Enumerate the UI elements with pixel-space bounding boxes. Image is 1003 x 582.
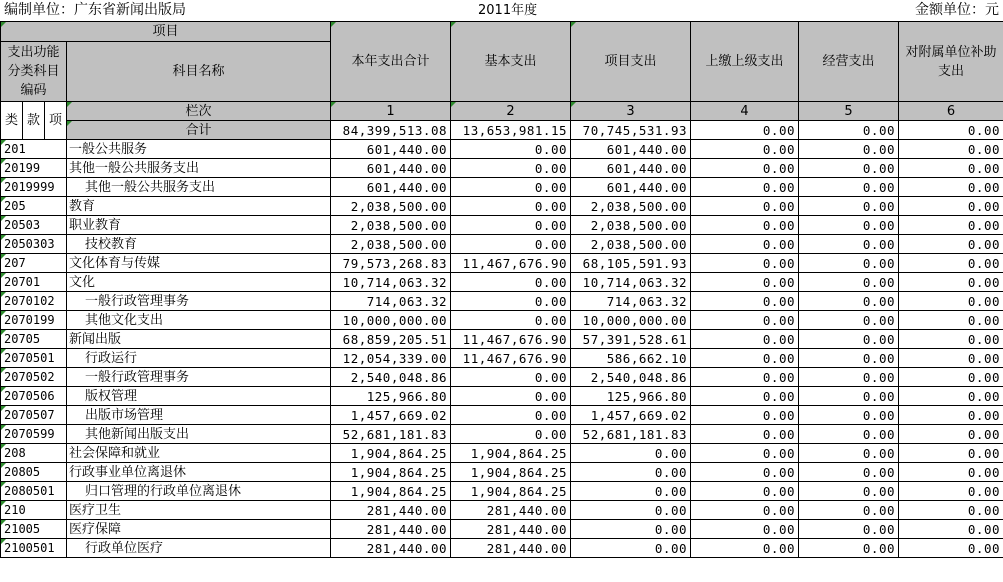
cell-value-col6[interactable]: 0.00	[899, 444, 1003, 463]
cell-value-col1[interactable]: 10,714,063.32	[331, 273, 451, 292]
cell-value-col4[interactable]: 0.00	[691, 463, 799, 482]
cell-value-col1[interactable]: 84,399,513.08	[331, 121, 451, 140]
cell-value-col6[interactable]: 0.00	[899, 330, 1003, 349]
cell-value-col3[interactable]: 601,440.00	[571, 178, 691, 197]
cell-value-col1[interactable]: 2,038,500.00	[331, 216, 451, 235]
cell-code[interactable]: 207	[1, 254, 67, 273]
report-header-row	[0, 0, 1003, 22]
cell-value-col2[interactable]: 1,904,864.25	[451, 444, 571, 463]
cell-value-col3[interactable]: 10,000,000.00	[571, 311, 691, 330]
cell-value-col3[interactable]: 0.00	[571, 501, 691, 520]
cell-value-col4[interactable]: 0.00	[691, 368, 799, 387]
cell-value-col3[interactable]: 714,063.32	[571, 292, 691, 311]
cell-value-col3[interactable]: 0.00	[571, 444, 691, 463]
header-subsidy[interactable]: 对附属单位补助支出	[899, 22, 1003, 102]
cell-value-col2[interactable]: 0.00	[451, 216, 571, 235]
cell-value-col6[interactable]: 0.00	[899, 520, 1003, 539]
cell-value-col3[interactable]: 2,038,500.00	[571, 235, 691, 254]
cell-value-col5[interactable]: 0.00	[799, 292, 899, 311]
cell-name[interactable]: 职业教育	[67, 216, 331, 235]
cell-code[interactable]: 2080501	[1, 482, 67, 501]
cell-code[interactable]: 208	[1, 444, 67, 463]
cell-value-col3[interactable]: 2,540,048.86	[571, 368, 691, 387]
org-label: 编制单位：广东省新闻出版局	[4, 2, 186, 18]
cell-value-col5[interactable]: 0.00	[799, 311, 899, 330]
table-row	[1, 406, 1003, 425]
cell-value-col1[interactable]: 12,054,339.00	[331, 349, 451, 368]
cell-value-col6[interactable]: 0.00	[899, 159, 1003, 178]
cell-value-col5[interactable]: 0.00	[799, 482, 899, 501]
cell-value-col1[interactable]: 281,440.00	[331, 539, 451, 558]
cell-name[interactable]: 其他一般公共服务支出	[67, 159, 331, 178]
table-row	[1, 254, 1003, 273]
cell-value-col4[interactable]: 0.00	[691, 159, 799, 178]
cell-value-col4[interactable]: 0.00	[691, 444, 799, 463]
cell-value-col2[interactable]: 1,904,864.25	[451, 482, 571, 501]
cell-name[interactable]: 医疗卫生	[67, 501, 331, 520]
table-row	[1, 482, 1003, 501]
cell-value-col4[interactable]: 0.00	[691, 406, 799, 425]
cell-value-col3[interactable]: 586,662.10	[571, 349, 691, 368]
cell-value-col3[interactable]: 1,457,669.02	[571, 406, 691, 425]
cell-value-col4[interactable]: 0.00	[691, 330, 799, 349]
col-index-5[interactable]: 5	[799, 102, 899, 121]
expenditure-table	[0, 21, 1003, 558]
cell-name[interactable]: 归口管理的行政单位离退休	[67, 482, 331, 501]
col-index-1[interactable]: 1	[331, 102, 451, 121]
cell-name[interactable]: 一般行政管理事务	[67, 292, 331, 311]
cell-value-col5[interactable]: 0.00	[799, 254, 899, 273]
cell-value-col5[interactable]: 0.00	[799, 330, 899, 349]
cell-value-col5[interactable]: 0.00	[799, 273, 899, 292]
cell-value-col4[interactable]: 0.00	[691, 216, 799, 235]
cell-value-col6[interactable]: 0.00	[899, 273, 1003, 292]
cell-value-col2[interactable]: 0.00	[451, 425, 571, 444]
cell-value-col1[interactable]: 2,540,048.86	[331, 368, 451, 387]
cell-value-col3[interactable]: 2,038,500.00	[571, 216, 691, 235]
cell-value-col1[interactable]: 281,440.00	[331, 501, 451, 520]
cell-value-col3[interactable]: 52,681,181.83	[571, 425, 691, 444]
cell-value-col5[interactable]: 0.00	[799, 140, 899, 159]
cell-value-col5[interactable]: 0.00	[799, 463, 899, 482]
cell-value-col4[interactable]: 0.00	[691, 273, 799, 292]
cell-value-col1[interactable]: 52,681,181.83	[331, 425, 451, 444]
cell-value-col5[interactable]: 0.00	[799, 539, 899, 558]
cell-name[interactable]: 行政运行	[67, 349, 331, 368]
cell-value-col4[interactable]: 0.00	[691, 482, 799, 501]
header-upper[interactable]: 上缴上级支出	[691, 22, 799, 102]
cell-value-col6[interactable]: 0.00	[899, 368, 1003, 387]
cell-value-col4[interactable]: 0.00	[691, 349, 799, 368]
table-row	[1, 425, 1003, 444]
cell-code[interactable]: 201	[1, 140, 67, 159]
cell-value-col2[interactable]: 0.00	[451, 387, 571, 406]
cell-value-col3[interactable]: 601,440.00	[571, 159, 691, 178]
cell-value-col1[interactable]: 1,457,669.02	[331, 406, 451, 425]
cell-name[interactable]: 医疗保障	[67, 520, 331, 539]
cell-value-col6[interactable]: 0.00	[899, 254, 1003, 273]
cell-name[interactable]: 行政事业单位离退休	[67, 463, 331, 482]
table-row	[1, 520, 1003, 539]
cell-value-col4[interactable]: 0.00	[691, 311, 799, 330]
cell-code[interactable]: 2050303	[1, 235, 67, 254]
cell-value-col5[interactable]: 0.00	[799, 216, 899, 235]
cell-value-col3[interactable]: 68,105,591.93	[571, 254, 691, 273]
cell-value-col6[interactable]: 0.00	[899, 463, 1003, 482]
table-row	[1, 349, 1003, 368]
table-row	[1, 216, 1003, 235]
cell-value-col2[interactable]: 0.00	[451, 235, 571, 254]
cell-code[interactable]: 2070507	[1, 406, 67, 425]
cell-value-col4[interactable]: 0.00	[691, 539, 799, 558]
cell-name[interactable]: 一般行政管理事务	[67, 368, 331, 387]
cell-value-col6[interactable]: 0.00	[899, 197, 1003, 216]
cell-name[interactable]: 文化	[67, 273, 331, 292]
cell-value-col3[interactable]: 601,440.00	[571, 140, 691, 159]
header-kuan[interactable]: 款	[23, 102, 45, 140]
cell-value-col1[interactable]: 2,038,500.00	[331, 197, 451, 216]
cell-value-col4[interactable]: 0.00	[691, 292, 799, 311]
cell-value-col5[interactable]: 0.00	[799, 368, 899, 387]
cell-value-col6[interactable]: 0.00	[899, 311, 1003, 330]
cell-name[interactable]: 一般公共服务	[67, 140, 331, 159]
cell-code[interactable]: 2070506	[1, 387, 67, 406]
cell-value-col3[interactable]: 0.00	[571, 482, 691, 501]
cell-name[interactable]: 出版市场管理	[67, 406, 331, 425]
table-row	[1, 197, 1003, 216]
table-row	[1, 501, 1003, 520]
cell-name[interactable]: 文化体育与传媒	[67, 254, 331, 273]
header-basic[interactable]: 基本支出	[451, 22, 571, 102]
table-row	[1, 330, 1003, 349]
cell-code[interactable]: 210	[1, 501, 67, 520]
cell-value-col6[interactable]: 0.00	[899, 292, 1003, 311]
total-row	[1, 121, 1003, 140]
cell-code[interactable]: 2100501	[1, 539, 67, 558]
cell-value-col5[interactable]: 0.00	[799, 235, 899, 254]
cell-code[interactable]: 21005	[1, 520, 67, 539]
header-project[interactable]: 项目支出	[571, 22, 691, 102]
cell-value-col3[interactable]: 10,714,063.32	[571, 273, 691, 292]
cell-value-col4[interactable]: 0.00	[691, 197, 799, 216]
cell-value-col2[interactable]: 11,467,676.90	[451, 349, 571, 368]
cell-value-col1[interactable]: 601,440.00	[331, 159, 451, 178]
cell-value-col1[interactable]: 281,440.00	[331, 520, 451, 539]
cell-value-col3[interactable]: 0.00	[571, 539, 691, 558]
cell-value-col3[interactable]: 0.00	[571, 463, 691, 482]
cell-code[interactable]: 2070502	[1, 368, 67, 387]
cell-name[interactable]: 行政单位医疗	[67, 539, 331, 558]
table-row	[1, 463, 1003, 482]
cell-value-col4[interactable]: 0.00	[691, 178, 799, 197]
cell-code[interactable]: 20701	[1, 273, 67, 292]
unit-label: 金额单位：元	[915, 2, 999, 18]
cell-value-col5[interactable]: 0.00	[799, 387, 899, 406]
table-row	[1, 539, 1003, 558]
cell-value-col5[interactable]: 0.00	[799, 121, 899, 140]
cell-code[interactable]: 20503	[1, 216, 67, 235]
table-row	[1, 292, 1003, 311]
cell-value-col2[interactable]: 0.00	[451, 406, 571, 425]
table-row	[1, 178, 1003, 197]
header-func-class[interactable]: 支出功能分类科目编码	[1, 42, 67, 102]
cell-value-col6[interactable]: 0.00	[899, 406, 1003, 425]
cell-name[interactable]: 技校教育	[67, 235, 331, 254]
cell-value-col6[interactable]: 0.00	[899, 349, 1003, 368]
cell-value-col3[interactable]: 2,038,500.00	[571, 197, 691, 216]
table-row	[1, 140, 1003, 159]
cell-value-col6[interactable]: 0.00	[899, 425, 1003, 444]
cell-value-col6[interactable]: 0.00	[899, 482, 1003, 501]
cell-value-col2[interactable]: 0.00	[451, 159, 571, 178]
cell-value-col5[interactable]: 0.00	[799, 178, 899, 197]
table-row	[1, 235, 1003, 254]
cell-value-col4[interactable]: 0.00	[691, 387, 799, 406]
cell-name[interactable]: 其他新闻出版支出	[67, 425, 331, 444]
cell-value-col2[interactable]: 281,440.00	[451, 520, 571, 539]
cell-value-col2[interactable]: 0.00	[451, 292, 571, 311]
table-row	[1, 387, 1003, 406]
cell-value-col2[interactable]: 281,440.00	[451, 501, 571, 520]
table-row	[1, 273, 1003, 292]
cell-value-col4[interactable]: 0.00	[691, 425, 799, 444]
col-index-3[interactable]: 3	[571, 102, 691, 121]
cell-value-col3[interactable]: 57,391,528.61	[571, 330, 691, 349]
cell-value-col6[interactable]: 0.00	[899, 140, 1003, 159]
cell-code[interactable]: 20805	[1, 463, 67, 482]
table-row	[1, 159, 1003, 178]
cell-code[interactable]: 2070199	[1, 311, 67, 330]
cell-value-col1[interactable]: 10,000,000.00	[331, 311, 451, 330]
cell-value-col4[interactable]: 0.00	[691, 254, 799, 273]
header-business[interactable]: 经营支出	[799, 22, 899, 102]
cell-value-col5[interactable]: 0.00	[799, 197, 899, 216]
cell-value-col5[interactable]: 0.00	[799, 406, 899, 425]
cell-value-col5[interactable]: 0.00	[799, 425, 899, 444]
cell-value-col3[interactable]: 0.00	[571, 520, 691, 539]
cell-value-col3[interactable]: 125,966.80	[571, 387, 691, 406]
cell-value-col1[interactable]: 2,038,500.00	[331, 235, 451, 254]
cell-value-col2[interactable]: 0.00	[451, 140, 571, 159]
cell-value-col2[interactable]: 0.00	[451, 368, 571, 387]
cell-name[interactable]: 合计	[67, 121, 331, 140]
cell-value-col1[interactable]: 68,859,205.51	[331, 330, 451, 349]
header-lei[interactable]: 类	[1, 102, 23, 140]
cell-value-col1[interactable]: 1,904,864.25	[331, 463, 451, 482]
cell-value-col1[interactable]: 1,904,864.25	[331, 482, 451, 501]
cell-value-col6[interactable]: 0.00	[899, 121, 1003, 140]
cell-value-col1[interactable]: 714,063.32	[331, 292, 451, 311]
cell-name[interactable]: 新闻出版	[67, 330, 331, 349]
cell-value-col2[interactable]: 1,904,864.25	[451, 463, 571, 482]
cell-value-col5[interactable]: 0.00	[799, 159, 899, 178]
header-lanci[interactable]: 栏次	[67, 102, 331, 121]
cell-name[interactable]: 版权管理	[67, 387, 331, 406]
cell-value-col5[interactable]: 0.00	[799, 349, 899, 368]
cell-value-col4[interactable]: 0.00	[691, 501, 799, 520]
cell-code[interactable]: 20705	[1, 330, 67, 349]
cell-value-col2[interactable]: 0.00	[451, 178, 571, 197]
cell-value-col5[interactable]: 0.00	[799, 444, 899, 463]
cell-value-col1[interactable]: 1,904,864.25	[331, 444, 451, 463]
cell-value-col6[interactable]: 0.00	[899, 501, 1003, 520]
cell-value-col6[interactable]: 0.00	[899, 178, 1003, 197]
cell-code[interactable]: 20199	[1, 159, 67, 178]
cell-code[interactable]: 2070599	[1, 425, 67, 444]
cell-name[interactable]: 其他一般公共服务支出	[67, 178, 331, 197]
header-xiang[interactable]: 项	[45, 102, 67, 140]
cell-value-col4[interactable]: 0.00	[691, 121, 799, 140]
cell-value-col2[interactable]: 0.00	[451, 273, 571, 292]
cell-code[interactable]: 2070102	[1, 292, 67, 311]
col-index-4[interactable]: 4	[691, 102, 799, 121]
cell-code[interactable]: 2019999	[1, 178, 67, 197]
col-index-6[interactable]: 6	[899, 102, 1003, 121]
header-total[interactable]: 本年支出合计	[331, 22, 451, 102]
year-label: 2011年度	[478, 3, 538, 18]
col-index-2[interactable]: 2	[451, 102, 571, 121]
cell-value-col2[interactable]: 281,440.00	[451, 539, 571, 558]
cell-value-col4[interactable]: 0.00	[691, 520, 799, 539]
cell-name[interactable]: 其他文化支出	[67, 311, 331, 330]
cell-value-col1[interactable]: 79,573,268.83	[331, 254, 451, 273]
cell-name[interactable]: 社会保障和就业	[67, 444, 331, 463]
cell-value-col1[interactable]: 601,440.00	[331, 140, 451, 159]
table-row	[1, 311, 1003, 330]
header-item[interactable]: 项目	[1, 22, 331, 42]
cell-value-col6[interactable]: 0.00	[899, 235, 1003, 254]
cell-value-col5[interactable]: 0.00	[799, 520, 899, 539]
cell-value-col6[interactable]: 0.00	[899, 387, 1003, 406]
cell-value-col3[interactable]: 70,745,531.93	[571, 121, 691, 140]
cell-name[interactable]: 教育	[67, 197, 331, 216]
cell-value-col5[interactable]: 0.00	[799, 501, 899, 520]
cell-value-col4[interactable]: 0.00	[691, 235, 799, 254]
cell-code[interactable]: 205	[1, 197, 67, 216]
cell-value-col6[interactable]: 0.00	[899, 216, 1003, 235]
cell-value-col2[interactable]: 13,653,981.15	[451, 121, 571, 140]
cell-value-col1[interactable]: 125,966.80	[331, 387, 451, 406]
cell-value-col1[interactable]: 601,440.00	[331, 178, 451, 197]
cell-code[interactable]: 2070501	[1, 349, 67, 368]
header-subject-name[interactable]: 科目名称	[67, 42, 331, 102]
table-row	[1, 444, 1003, 463]
cell-value-col4[interactable]: 0.00	[691, 140, 799, 159]
cell-value-col6[interactable]: 0.00	[899, 539, 1003, 558]
cell-value-col2[interactable]: 0.00	[451, 311, 571, 330]
table-row	[1, 368, 1003, 387]
cell-value-col2[interactable]: 11,467,676.90	[451, 330, 571, 349]
cell-value-col2[interactable]: 11,467,676.90	[451, 254, 571, 273]
cell-value-col2[interactable]: 0.00	[451, 197, 571, 216]
